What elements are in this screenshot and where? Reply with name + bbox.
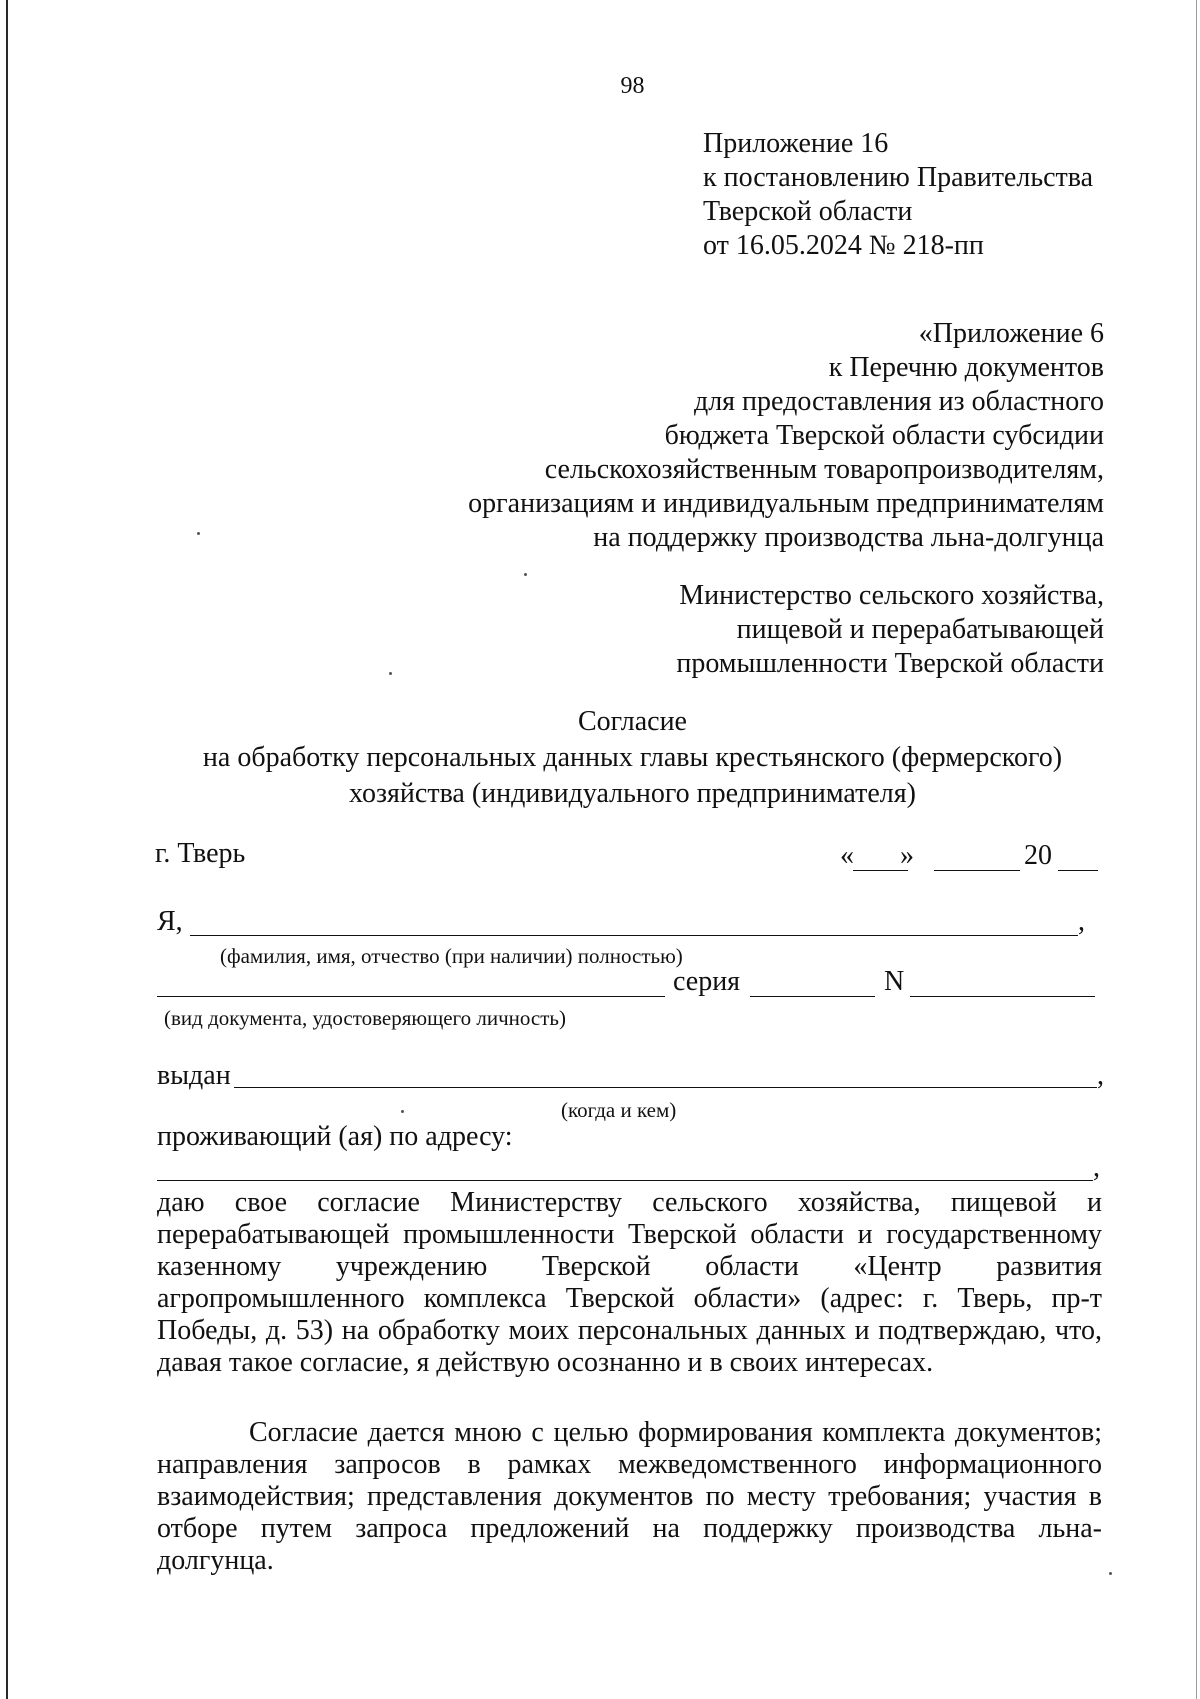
id-document-type-line[interactable] xyxy=(157,996,665,997)
title-line: на обработку персональных данных главы крестьянского (фермерского) xyxy=(202,742,1063,773)
date-year-prefix: 20 xyxy=(1024,840,1052,871)
annex-line: сельскохозяйственным товаропроизводителям, xyxy=(544,454,1104,485)
date-year-line[interactable] xyxy=(1058,870,1098,871)
scan-left-edge xyxy=(6,0,8,1699)
appendix-header-line: к постановлению Правительства xyxy=(703,162,1094,193)
date-month-line[interactable] xyxy=(934,870,1020,871)
series-line[interactable] xyxy=(750,996,875,997)
title-line: хозяйства (индивидуального предпринимателя) xyxy=(349,778,916,809)
address-label: проживающий (ая) по адресу: xyxy=(157,1121,513,1152)
addressee-line: Министерство сельского хозяйства, xyxy=(679,580,1104,611)
issued-label: выдан xyxy=(157,1060,231,1091)
scan-speck xyxy=(389,672,392,675)
issued-line[interactable] xyxy=(234,1087,1097,1088)
number-line[interactable] xyxy=(910,996,1095,997)
scan-speck xyxy=(197,532,200,535)
scan-speck xyxy=(401,1110,404,1113)
i-label: Я, xyxy=(157,906,183,937)
annex-line: к Перечню документов xyxy=(828,352,1104,383)
series-label: серия xyxy=(673,966,741,997)
number-label: N xyxy=(884,966,905,997)
date-close-quote: » xyxy=(900,840,914,871)
appendix-header-line: Приложение 16 xyxy=(703,128,889,159)
comma: , xyxy=(1078,906,1085,937)
comma: , xyxy=(1093,1152,1100,1183)
annex-line: на поддержку производства льна-долгунца xyxy=(593,522,1104,553)
full-name-caption: (фамилия, имя, отчество (при наличии) полностью) xyxy=(220,944,683,968)
addressee-line: промышленности Тверской области xyxy=(676,648,1104,679)
date-open-quote: « xyxy=(840,840,854,871)
id-document-caption: (вид документа, удостоверяющего личность) xyxy=(164,1006,567,1030)
scan-speck xyxy=(1109,1572,1112,1575)
page-number: 98 xyxy=(620,73,645,99)
issued-caption: (когда и кем) xyxy=(561,1098,677,1122)
title-line: Согласие xyxy=(578,706,687,737)
annex-line: «Приложение 6 xyxy=(918,318,1104,349)
addressee-line: пищевой и перерабатывающей xyxy=(736,614,1104,645)
annex-line: организациям и индивидуальным предпринимателям xyxy=(468,488,1104,519)
place-label: г. Тверь xyxy=(155,838,246,869)
annex-line: бюджета Тверской области субсидии xyxy=(664,420,1104,451)
consent-paragraph: даю свое согласие Министерству сельского хозяйства, пищевой и перерабатывающей промышленности Тверской области и государственному казенному учреждению Тверской области «Центр развития агропромышленного комплекса Тверской области» (адрес: г. Тверь, пр-т Победы, д. 53) на обработку моих персональных данных и подтверждаю, что, давая такое согласие, я действую осознанно и в своих интересах. xyxy=(157,1187,1102,1378)
appendix-header-line: Тверской области xyxy=(703,196,913,227)
comma: , xyxy=(1097,1060,1104,1091)
scan-right-edge xyxy=(1196,0,1197,1699)
appendix-header-line: от 16.05.2024 № 218-пп xyxy=(703,230,984,261)
purpose-paragraph: Согласие дается мною с целью формирования комплекта документов; направления запросов в рамках межведомственного информационного взаимодействия; представления документов по месту требования; участия в отборе путем запроса предложений на поддержку производства льна-долгунца. xyxy=(157,1417,1102,1576)
scan-speck xyxy=(524,573,527,576)
address-line[interactable] xyxy=(157,1180,1093,1181)
annex-line: для предоставления из областного xyxy=(693,386,1104,417)
full-name-line[interactable] xyxy=(190,935,1078,936)
